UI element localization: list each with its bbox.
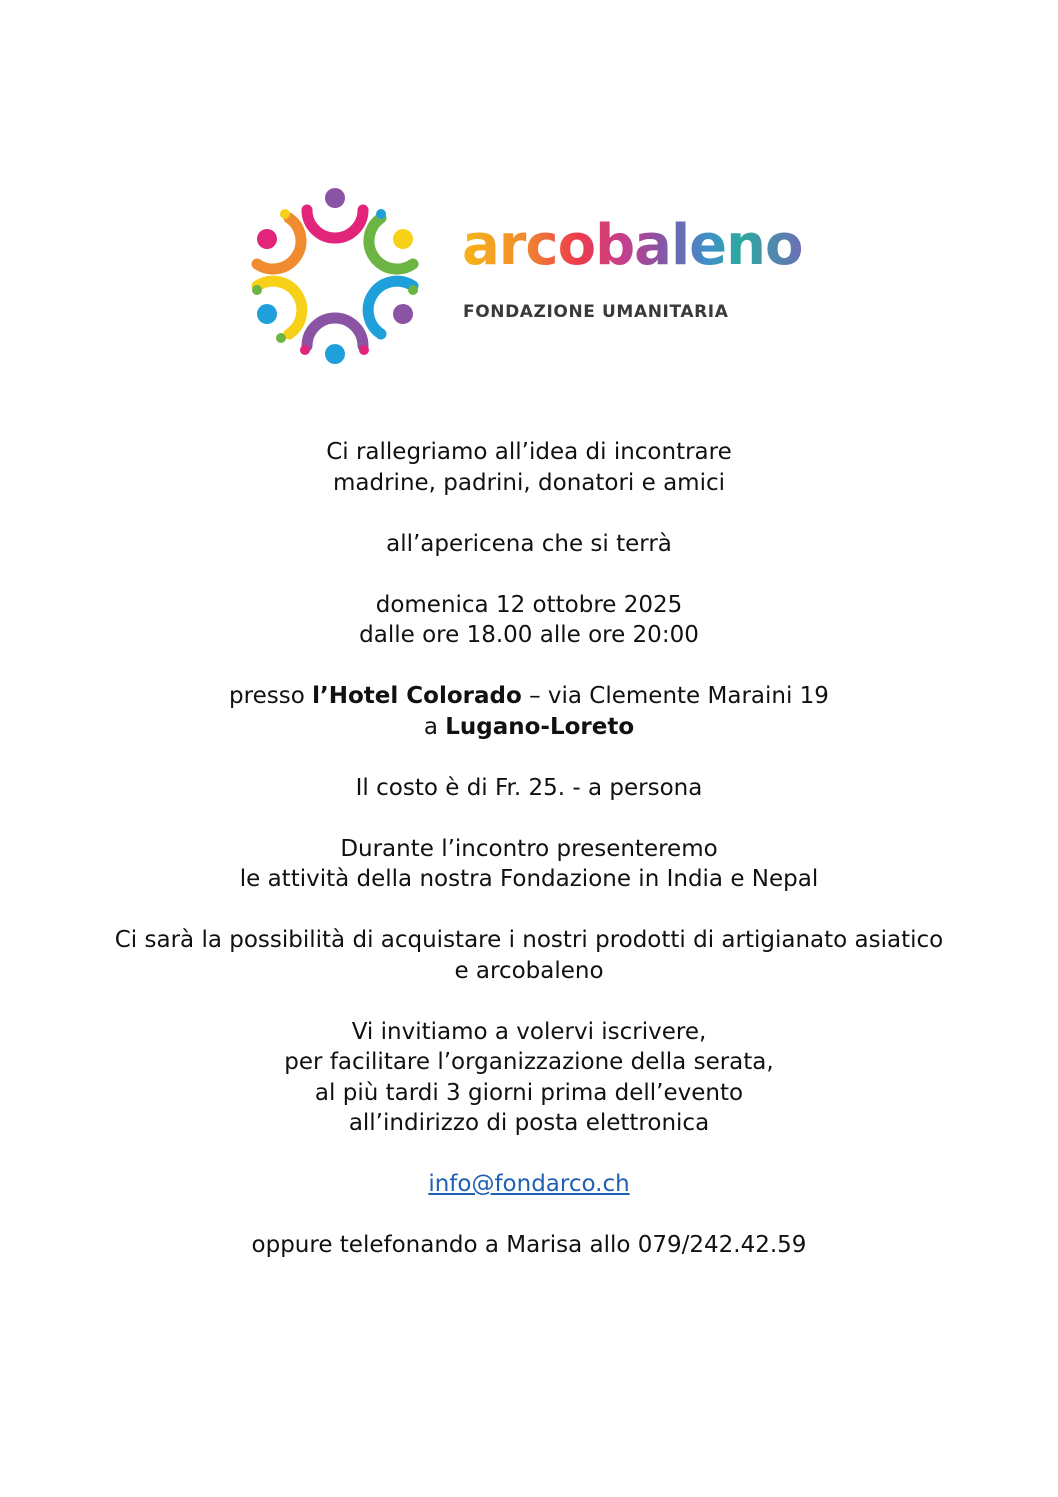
venue-line (0, 681, 1058, 712)
logo-wordmark (462, 213, 803, 278)
phone-paragraph (0, 1230, 1058, 1261)
city-name: Lugano-Loreto (445, 713, 635, 740)
cost-paragraph (0, 773, 1058, 804)
presentation-line: Durante l’incontro presenteremo (340, 835, 718, 862)
registration-line: all’indirizzo di posta elettronica (348, 1110, 710, 1136)
products-line: Ci sarà la possibilità di acquistare i nostri prodotti di artigianato asiatico (114, 927, 944, 953)
intro-paragraph (0, 437, 1058, 498)
products-paragraph (0, 925, 1058, 986)
venue-prefix: presso (229, 683, 313, 709)
products-line: e arcobaleno (454, 957, 604, 984)
email-paragraph (0, 1169, 1058, 1200)
intro-line: madrine, padrini, donatori e amici (333, 469, 725, 496)
date-line: domenica 12 ottobre 2025 (375, 591, 683, 618)
event-paragraph (0, 529, 1058, 560)
venue-paragraph (0, 681, 1058, 742)
venue-name: l’Hotel Colorado (312, 683, 522, 709)
logo-subtitle: FONDAZIONE UMANITARIA (463, 302, 729, 322)
phone-line: oppure telefonando a Marisa allo 079/242.42.59 (251, 1232, 807, 1258)
intro-line: Ci rallegriamo all’idea di incontrare (326, 439, 732, 465)
cost-line: Il costo è di Fr. 25. - a persona (355, 774, 703, 801)
invitation-body (0, 437, 1058, 1261)
registration-paragraph (0, 1017, 1058, 1139)
city-prefix: a (423, 713, 446, 740)
registration-line: al più tardi 3 giorni prima dell’evento (314, 1079, 744, 1106)
arcobaleno-logo-icon (245, 186, 425, 366)
time-line: dalle ore 18.00 alle ore 20:00 (359, 622, 699, 648)
email-link[interactable]: info@fondarco.ch (428, 1171, 630, 1197)
registration-line: Vi invitiamo a volervi iscrivere, (351, 1018, 707, 1045)
venue-address: – via Clemente Maraini 19 (521, 683, 829, 709)
event-line: all’apericena che si terrà (386, 530, 672, 557)
city-line (0, 712, 1058, 743)
presentation-line: le attività della nostra Fondazione in India e Nepal (239, 866, 819, 892)
presentation-paragraph (0, 834, 1058, 895)
registration-line: per facilitare l’organizzazione della serata, (284, 1049, 774, 1075)
logo-wordmark-text: arcobaleno (462, 213, 803, 278)
datetime-paragraph (0, 590, 1058, 651)
